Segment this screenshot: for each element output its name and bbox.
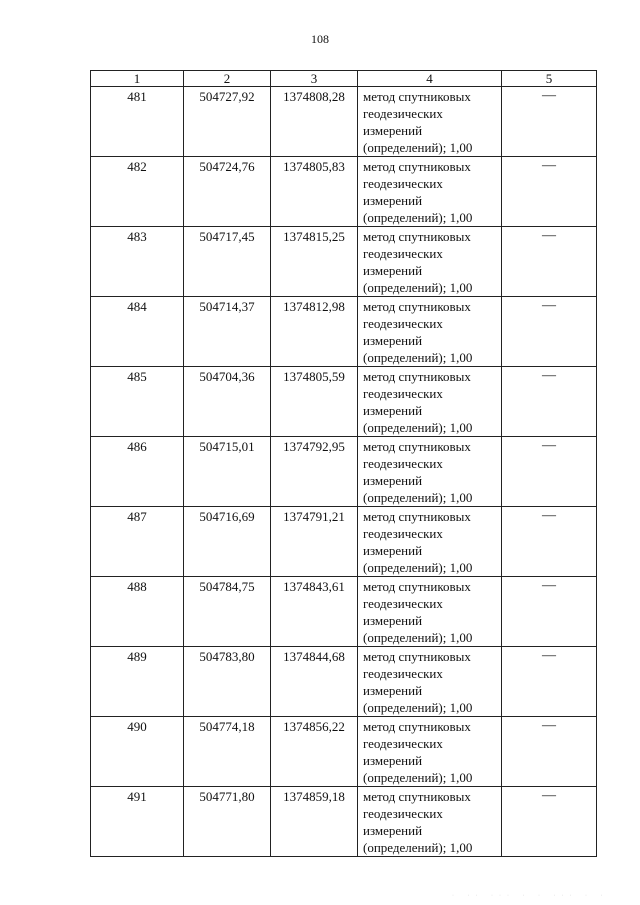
point-number-cell: 482 [91, 157, 184, 227]
point-number-cell: 484 [91, 297, 184, 367]
method-cell: метод спутниковых геодезических измерений (определений); 1,00 [358, 87, 502, 157]
table-row [91, 717, 597, 787]
point-number-cell: 486 [91, 437, 184, 507]
coord-x-cell: 504717,45 [184, 227, 271, 297]
table-row [91, 437, 597, 507]
note-cell: — [502, 157, 597, 227]
coord-x-cell: 504714,37 [184, 297, 271, 367]
note-cell: — [502, 507, 597, 577]
table-header [91, 71, 597, 87]
note-cell: — [502, 647, 597, 717]
coord-y-cell: 1374859,18 [271, 787, 358, 857]
coord-y-cell: 1374843,61 [271, 577, 358, 647]
method-cell: метод спутниковых геодезических измерений (определений); 1,00 [358, 157, 502, 227]
note-cell: — [502, 297, 597, 367]
header-col-1: 1 [91, 71, 184, 87]
table-row [91, 507, 597, 577]
table-row [91, 87, 597, 157]
point-number-cell: 485 [91, 367, 184, 437]
note-cell: — [502, 437, 597, 507]
table-body [91, 87, 597, 857]
point-number-cell: 488 [91, 577, 184, 647]
coord-x-cell: 504783,80 [184, 647, 271, 717]
method-cell: метод спутниковых геодезических измерений (определений); 1,00 [358, 647, 502, 717]
header-col-5: 5 [502, 71, 597, 87]
note-cell: — [502, 227, 597, 297]
coord-y-cell: 1374792,95 [271, 437, 358, 507]
coord-y-cell: 1374856,22 [271, 717, 358, 787]
note-cell: — [502, 87, 597, 157]
method-cell: метод спутниковых геодезических измерений (определений); 1,00 [358, 787, 502, 857]
coord-y-cell: 1374812,98 [271, 297, 358, 367]
method-cell: метод спутниковых геодезических измерений (определений); 1,00 [358, 717, 502, 787]
coord-x-cell: 504727,92 [184, 87, 271, 157]
coord-y-cell: 1374791,21 [271, 507, 358, 577]
point-number-cell: 487 [91, 507, 184, 577]
table-row [91, 297, 597, 367]
coord-x-cell: 504784,75 [184, 577, 271, 647]
point-number-cell: 483 [91, 227, 184, 297]
coord-x-cell: 504771,80 [184, 787, 271, 857]
coord-x-cell: 504724,76 [184, 157, 271, 227]
method-cell: метод спутниковых геодезических измерений (определений); 1,00 [358, 577, 502, 647]
point-number-cell: 481 [91, 87, 184, 157]
coordinates-table [90, 70, 597, 857]
table-row [91, 647, 597, 717]
table-row [91, 367, 597, 437]
coord-x-cell: 504704,36 [184, 367, 271, 437]
header-col-2: 2 [184, 71, 271, 87]
coord-y-cell: 1374815,25 [271, 227, 358, 297]
coord-y-cell: 1374805,59 [271, 367, 358, 437]
table-row [91, 227, 597, 297]
coord-x-cell: 504715,01 [184, 437, 271, 507]
note-cell: — [502, 367, 597, 437]
table-row [91, 787, 597, 857]
method-cell: метод спутниковых геодезических измерений (определений); 1,00 [358, 437, 502, 507]
method-cell: метод спутниковых геодезических измерений (определений); 1,00 [358, 507, 502, 577]
table-row [91, 577, 597, 647]
point-number-cell: 490 [91, 717, 184, 787]
header-row [91, 71, 597, 87]
method-cell: метод спутниковых геодезических измерений (определений); 1,00 [358, 297, 502, 367]
header-col-4: 4 [358, 71, 502, 87]
note-cell: — [502, 577, 597, 647]
method-cell: метод спутниковых геодезических измерений (определений); 1,00 [358, 227, 502, 297]
page-number: 108 [311, 32, 329, 46]
coord-y-cell: 1374805,83 [271, 157, 358, 227]
coord-y-cell: 1374808,28 [271, 87, 358, 157]
method-cell: метод спутниковых геодезических измерений (определений); 1,00 [358, 367, 502, 437]
point-number-cell: 491 [91, 787, 184, 857]
scan-artifact-marks: · ·· ··· · · ··· · · [452, 893, 609, 899]
note-cell: — [502, 717, 597, 787]
table-row [91, 157, 597, 227]
header-col-3: 3 [271, 71, 358, 87]
note-cell: — [502, 787, 597, 857]
coord-x-cell: 504774,18 [184, 717, 271, 787]
point-number-cell: 489 [91, 647, 184, 717]
coord-y-cell: 1374844,68 [271, 647, 358, 717]
coord-x-cell: 504716,69 [184, 507, 271, 577]
